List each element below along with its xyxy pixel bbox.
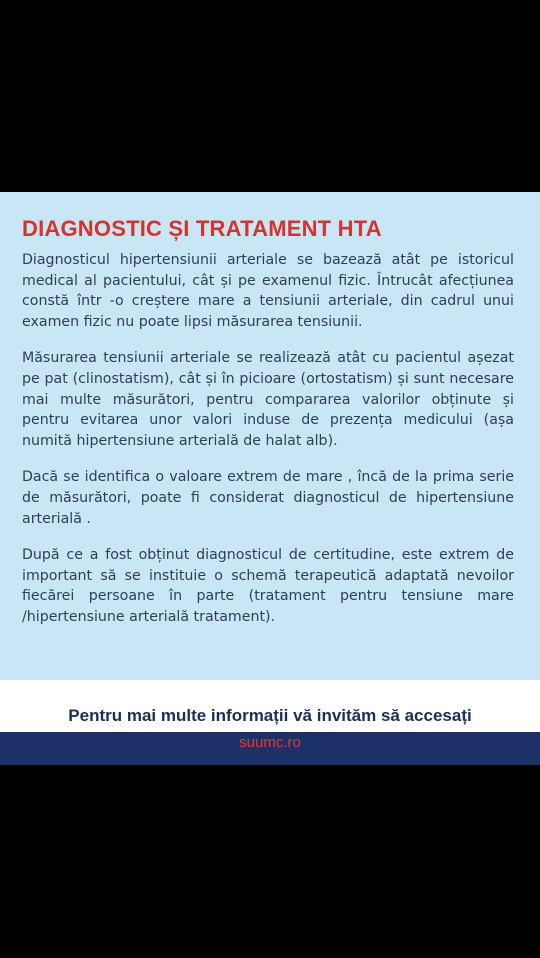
paragraph-diagnostic: Diagnosticul hipertensiunii arteriale se bazează atât pe istoricul medical al pacientului, cât și pe examenul fizic. Întrucât afecțiunea constă într -o creștere mare a tensiunii arteriale, din cadrul unui examen fizic nu poate lipsi măsurarea tensiunii. [22,252,514,330]
paragraph-treatment: După ce a fost obținut diagnosticul de certitudine, este extrem de important să se instituie o schemă terapeutică adaptată nevoilor fiecărei persoane în parte (tratament pentru tensiune mare /hipertensiune arterială tratament). [22,547,514,625]
footer-link-bar [0,732,540,765]
website-link[interactable]: suumc.ro [239,734,301,751]
footer-cta-bar [0,680,540,732]
info-card [0,192,540,680]
footer-cta-text: Pentru mai multe informații vă invităm să accesați [68,706,472,725]
paragraph-high-value: Dacă se identifica o valoare extrem de mare , încă de la prima serie de măsurători, poate fi considerat diagnosticul de hipertensiune arterială . [22,469,514,527]
page-title: DIAGNOSTIC ȘI TRATAMENT HTA [22,216,382,241]
article-body [22,250,514,644]
paragraph-measurement: Măsurarea tensiunii arteriale se realizează atât cu pacientul așezat pe pat (clinostatism), cât și în picioare (ortostatism) și sunt necesare mai multe măsurători, pentru compararea valorilor obținute și pentru evitarea unor valori induse de prezența medicului (așa numită hipertensiune arterială de halat alb). [22,350,514,449]
